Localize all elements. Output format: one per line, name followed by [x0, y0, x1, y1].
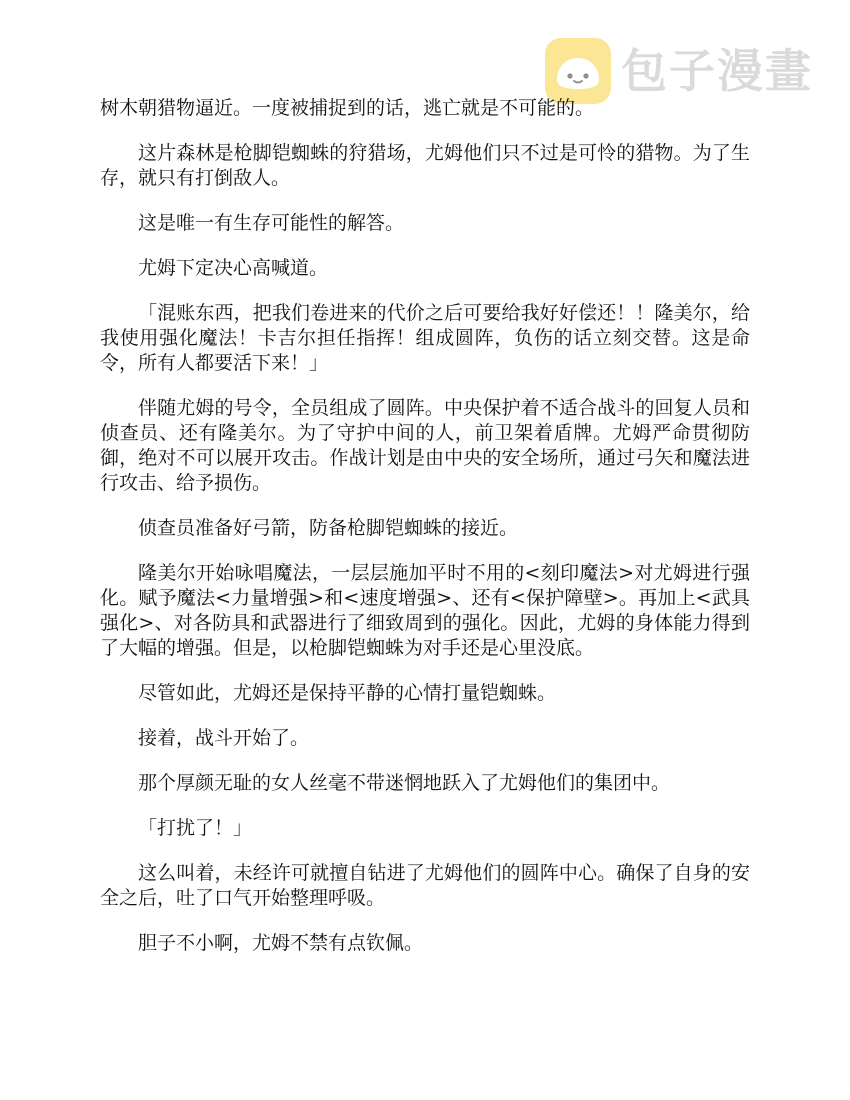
paragraph: 树木朝猎物逼近。一度被捕捉到的话，逃亡就是不可能的。 — [100, 97, 595, 119]
paragraph: 这是唯一有生存可能性的解答。 — [138, 212, 405, 234]
paragraph: 伴随尤姆的号令，全员组成了圆阵。中央保护着不适合战斗的回复人员和侦查员、还有隆美尔。为了守护中间的人，前卫架着盾牌。尤姆严命贯彻防御，绝对不可以展开攻击。作战计划是由中央的安全场所，通过弓矢和魔法进行攻击、给予损伤。 — [100, 397, 750, 494]
paragraph: 这片森林是枪脚铠蜘蛛的狩猎场，尤姆他们只不过是可怜的猎物。为了生存，就只有打倒敌人。 — [100, 142, 750, 189]
paragraph: 尽管如此，尤姆还是保持平静的心情打量铠蜘蛛。 — [138, 682, 557, 704]
dialogue-paragraph: 「混账东西，把我们卷进来的代价之后可要给我好好偿还！！隆美尔，给我使用强化魔法！卡吉尔担任指挥！组成圆阵，负伤的话立刻交替。这是命令，所有人都要活下来！」 — [100, 302, 750, 374]
paragraph: 侦查员准备好弓箭，防备枪脚铠蜘蛛的接近。 — [138, 517, 519, 539]
paragraph: 尤姆下定决心高喊道。 — [138, 257, 329, 279]
paragraph: 这么叫着，未经许可就擅自钻进了尤姆他们的圆阵中心。确保了自身的安全之后，吐了口气开始整理呼吸。 — [100, 862, 750, 909]
paragraph: 胆子不小啊，尤姆不禁有点钦佩。 — [138, 932, 424, 954]
paragraph: 隆美尔开始咏唱魔法，一层层施加平时不用的<刻印魔法>对尤姆进行强化。赋予魔法<力量增强>和<速度增强>、还有<保护障壁>。再加上<武具强化>、对各防具和武器进行了细致周到的强化。因此，尤姆的身体能力得到了大幅的增强。但是，以枪脚铠蜘蛛为对手还是心里没底。 — [100, 562, 750, 659]
dialogue-paragraph: 「打扰了！」 — [138, 817, 253, 839]
text-body — [100, 96, 750, 976]
paragraph: 接着，战斗开始了。 — [138, 727, 310, 749]
watermark-text: 包子漫畫 — [621, 44, 813, 98]
paragraph: 那个厚颜无耻的女人丝毫不带迷惘地跃入了尤姆他们的集团中。 — [138, 772, 671, 794]
